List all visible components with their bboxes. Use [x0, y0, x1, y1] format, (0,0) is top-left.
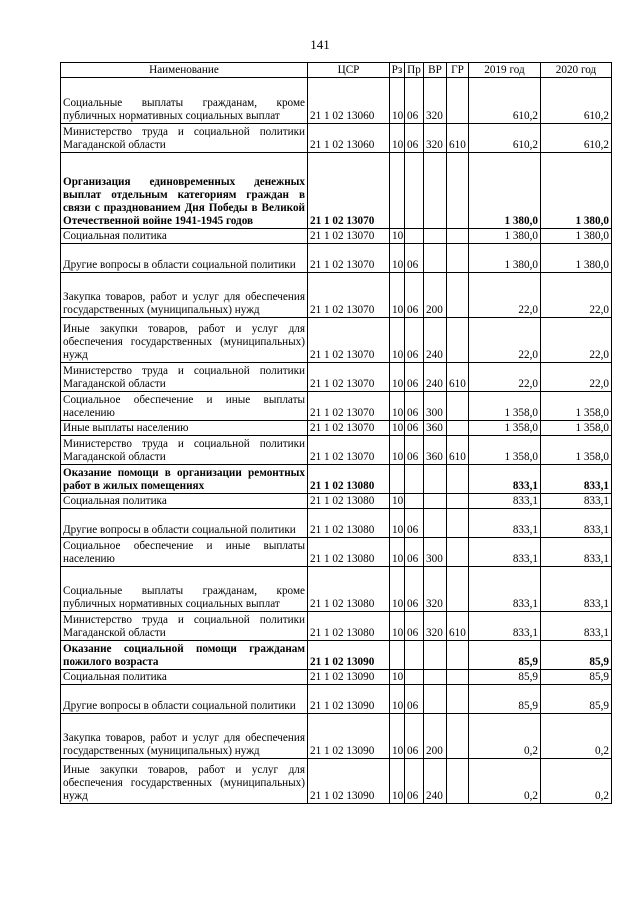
cell-gr [447, 273, 469, 318]
cell-csr: 21 1 02 13070 [308, 318, 390, 363]
cell-vr [424, 509, 447, 538]
cell-vr: 240 [424, 318, 447, 363]
cell-rz: 10 [390, 509, 405, 538]
cell-2020: 85,9 [541, 641, 612, 670]
cell-gr [447, 567, 469, 612]
page-number: 141 [310, 37, 330, 52]
cell-csr: 21 1 02 13080 [308, 538, 390, 567]
cell-2019: 22,0 [469, 363, 541, 392]
cell-rz [390, 153, 405, 229]
cell-pr: 06 [405, 78, 424, 124]
cell-vr: 360 [424, 421, 447, 436]
cell-2020: 22,0 [541, 273, 612, 318]
cell-rz: 10 [390, 759, 405, 804]
cell-csr: 21 1 02 13090 [308, 759, 390, 804]
cell-csr: 21 1 02 13070 [308, 244, 390, 273]
table-row [61, 641, 612, 670]
cell-gr [447, 538, 469, 567]
cell-vr [424, 494, 447, 509]
cell-csr: 21 1 02 13080 [308, 567, 390, 612]
table-row [61, 78, 612, 124]
table-row [61, 421, 612, 436]
table-row [61, 685, 612, 714]
cell-csr: 21 1 02 13080 [308, 509, 390, 538]
budget-table [60, 62, 612, 804]
cell-pr: 06 [405, 244, 424, 273]
header-name: Наименование [61, 63, 308, 78]
cell-pr: 06 [405, 436, 424, 465]
cell-vr [424, 641, 447, 670]
cell-rz: 10 [390, 567, 405, 612]
header-pr: Пр [405, 63, 424, 78]
cell-name: Организация единовременных денежных выплат отдельным категориям граждан в связи с празднованием Дня Победы в Великой Отечественной войне 1941-1945 годов [61, 153, 308, 229]
table-header-row [61, 63, 612, 78]
cell-csr: 21 1 02 13080 [308, 494, 390, 509]
cell-gr [447, 392, 469, 421]
cell-2019: 1 358,0 [469, 421, 541, 436]
cell-2019: 1 358,0 [469, 436, 541, 465]
cell-2020: 1 358,0 [541, 436, 612, 465]
cell-rz: 10 [390, 538, 405, 567]
table-row [61, 567, 612, 612]
cell-csr: 21 1 02 13070 [308, 153, 390, 229]
cell-name: Социальное обеспечение и иные выплаты населению [61, 392, 308, 421]
cell-gr: 610 [447, 363, 469, 392]
cell-2019: 0,2 [469, 714, 541, 759]
table-row [61, 494, 612, 509]
cell-gr [447, 685, 469, 714]
cell-vr [424, 465, 447, 494]
cell-2020: 833,1 [541, 538, 612, 567]
cell-name: Иные выплаты населению [61, 421, 308, 436]
cell-2019: 1 380,0 [469, 229, 541, 244]
table-row [61, 670, 612, 685]
cell-pr [405, 465, 424, 494]
cell-vr: 240 [424, 363, 447, 392]
cell-csr: 21 1 02 13090 [308, 641, 390, 670]
cell-gr [447, 670, 469, 685]
cell-vr: 320 [424, 567, 447, 612]
header-rz: Рз [390, 63, 405, 78]
cell-2020: 22,0 [541, 318, 612, 363]
cell-pr [405, 494, 424, 509]
cell-pr [405, 641, 424, 670]
header-gr: ГР [447, 63, 469, 78]
cell-2020: 0,2 [541, 759, 612, 804]
table-row [61, 244, 612, 273]
cell-2020: 833,1 [541, 612, 612, 641]
cell-pr: 06 [405, 509, 424, 538]
cell-pr: 06 [405, 421, 424, 436]
cell-2019: 833,1 [469, 509, 541, 538]
cell-2019: 22,0 [469, 273, 541, 318]
cell-2020: 22,0 [541, 363, 612, 392]
cell-vr: 200 [424, 714, 447, 759]
cell-gr [447, 153, 469, 229]
cell-rz [390, 465, 405, 494]
cell-2019: 0,2 [469, 759, 541, 804]
cell-name: Оказание помощи в организации ремонтных работ в жилых помещениях [61, 465, 308, 494]
cell-2020: 833,1 [541, 509, 612, 538]
cell-gr [447, 318, 469, 363]
cell-pr: 06 [405, 714, 424, 759]
cell-pr: 06 [405, 392, 424, 421]
cell-2019: 85,9 [469, 685, 541, 714]
cell-2019: 85,9 [469, 670, 541, 685]
cell-rz: 10 [390, 612, 405, 641]
cell-gr [447, 641, 469, 670]
cell-pr: 06 [405, 567, 424, 612]
cell-rz: 10 [390, 436, 405, 465]
cell-2020: 1 358,0 [541, 392, 612, 421]
cell-2019: 833,1 [469, 494, 541, 509]
header-csr: ЦСР [308, 63, 390, 78]
cell-pr: 06 [405, 273, 424, 318]
cell-2019: 610,2 [469, 78, 541, 124]
table-row [61, 436, 612, 465]
cell-2020: 1 380,0 [541, 229, 612, 244]
cell-vr: 300 [424, 538, 447, 567]
cell-name: Социальные выплаты гражданам, кроме публичных нормативных социальных выплат [61, 567, 308, 612]
cell-2020: 1 380,0 [541, 244, 612, 273]
table-row [61, 612, 612, 641]
cell-pr [405, 670, 424, 685]
cell-vr [424, 153, 447, 229]
cell-csr: 21 1 02 13090 [308, 670, 390, 685]
cell-vr: 200 [424, 273, 447, 318]
header-2020: 2020 год [541, 63, 612, 78]
cell-pr: 06 [405, 759, 424, 804]
cell-name: Министерство труда и социальной политики Магаданской области [61, 612, 308, 641]
cell-csr: 21 1 02 13070 [308, 273, 390, 318]
table-row [61, 229, 612, 244]
cell-2020: 85,9 [541, 685, 612, 714]
cell-name: Другие вопросы в области социальной политики [61, 244, 308, 273]
cell-2019: 833,1 [469, 465, 541, 494]
cell-rz: 10 [390, 273, 405, 318]
cell-2020: 610,2 [541, 78, 612, 124]
table-row [61, 465, 612, 494]
cell-name: Социальная политика [61, 670, 308, 685]
cell-gr: 610 [447, 612, 469, 641]
cell-2020: 833,1 [541, 567, 612, 612]
table-row [61, 273, 612, 318]
cell-2020: 1 358,0 [541, 421, 612, 436]
cell-vr: 240 [424, 759, 447, 804]
cell-pr: 06 [405, 612, 424, 641]
cell-2020: 85,9 [541, 670, 612, 685]
cell-2019: 22,0 [469, 318, 541, 363]
cell-rz: 10 [390, 229, 405, 244]
table-row [61, 392, 612, 421]
cell-pr: 06 [405, 124, 424, 153]
cell-vr: 320 [424, 124, 447, 153]
cell-2019: 1 380,0 [469, 244, 541, 273]
cell-2019: 85,9 [469, 641, 541, 670]
cell-vr [424, 244, 447, 273]
cell-2019: 833,1 [469, 538, 541, 567]
cell-rz: 10 [390, 494, 405, 509]
cell-name: Социальное обеспечение и иные выплаты населению [61, 538, 308, 567]
cell-name: Социальная политика [61, 229, 308, 244]
cell-name: Министерство труда и социальной политики Магаданской области [61, 363, 308, 392]
cell-gr: 610 [447, 124, 469, 153]
cell-csr: 21 1 02 13090 [308, 685, 390, 714]
cell-rz: 10 [390, 670, 405, 685]
cell-rz: 10 [390, 392, 405, 421]
cell-2019: 610,2 [469, 124, 541, 153]
cell-gr [447, 78, 469, 124]
cell-gr: 610 [447, 436, 469, 465]
cell-gr [447, 244, 469, 273]
cell-2020: 0,2 [541, 714, 612, 759]
cell-csr: 21 1 02 13060 [308, 124, 390, 153]
table-row [61, 363, 612, 392]
cell-vr: 320 [424, 612, 447, 641]
cell-csr: 21 1 02 13090 [308, 714, 390, 759]
cell-name: Оказание социальной помощи гражданам пожилого возраста [61, 641, 308, 670]
cell-rz: 10 [390, 124, 405, 153]
cell-2019: 1 380,0 [469, 153, 541, 229]
header-2019: 2019 год [469, 63, 541, 78]
cell-2020: 833,1 [541, 465, 612, 494]
cell-rz: 10 [390, 714, 405, 759]
cell-rz: 10 [390, 78, 405, 124]
cell-pr [405, 153, 424, 229]
cell-name: Министерство труда и социальной политики Магаданской области [61, 436, 308, 465]
cell-2019: 1 358,0 [469, 392, 541, 421]
cell-name: Социальные выплаты гражданам, кроме публичных нормативных социальных выплат [61, 78, 308, 124]
cell-pr: 06 [405, 538, 424, 567]
cell-csr: 21 1 02 13070 [308, 229, 390, 244]
cell-name: Иные закупки товаров, работ и услуг для обеспечения государственных (муниципальных) нужд [61, 318, 308, 363]
cell-name: Другие вопросы в области социальной политики [61, 685, 308, 714]
cell-pr: 06 [405, 685, 424, 714]
cell-vr [424, 670, 447, 685]
cell-gr [447, 714, 469, 759]
cell-csr: 21 1 02 13080 [308, 612, 390, 641]
cell-rz: 10 [390, 685, 405, 714]
cell-2019: 833,1 [469, 567, 541, 612]
cell-gr [447, 465, 469, 494]
cell-rz: 10 [390, 244, 405, 273]
table-row [61, 318, 612, 363]
cell-gr [447, 229, 469, 244]
cell-vr: 300 [424, 392, 447, 421]
cell-rz: 10 [390, 363, 405, 392]
cell-gr [447, 509, 469, 538]
cell-pr: 06 [405, 318, 424, 363]
cell-vr: 320 [424, 78, 447, 124]
cell-csr: 21 1 02 13060 [308, 78, 390, 124]
cell-name: Другие вопросы в области социальной политики [61, 509, 308, 538]
cell-vr [424, 229, 447, 244]
cell-csr: 21 1 02 13070 [308, 392, 390, 421]
cell-2020: 610,2 [541, 124, 612, 153]
table-row [61, 538, 612, 567]
cell-name: Иные закупки товаров, работ и услуг для обеспечения государственных (муниципальных) нужд [61, 759, 308, 804]
header-vr: ВР [424, 63, 447, 78]
cell-rz: 10 [390, 421, 405, 436]
cell-name: Закупка товаров, работ и услуг для обеспечения государственных (муниципальных) нужд [61, 273, 308, 318]
cell-gr [447, 759, 469, 804]
cell-csr: 21 1 02 13070 [308, 363, 390, 392]
cell-2020: 1 380,0 [541, 153, 612, 229]
table-row [61, 759, 612, 804]
cell-2020: 833,1 [541, 494, 612, 509]
table-row [61, 714, 612, 759]
table-row [61, 124, 612, 153]
cell-gr [447, 421, 469, 436]
cell-csr: 21 1 02 13070 [308, 421, 390, 436]
cell-pr [405, 229, 424, 244]
cell-name: Социальная политика [61, 494, 308, 509]
cell-2019: 833,1 [469, 612, 541, 641]
table-row [61, 509, 612, 538]
cell-vr: 360 [424, 436, 447, 465]
cell-csr: 21 1 02 13070 [308, 436, 390, 465]
table-row [61, 153, 612, 229]
cell-rz [390, 641, 405, 670]
cell-name: Закупка товаров, работ и услуг для обеспечения государственных (муниципальных) нужд [61, 714, 308, 759]
cell-csr: 21 1 02 13080 [308, 465, 390, 494]
cell-name: Министерство труда и социальной политики Магаданской области [61, 124, 308, 153]
cell-gr [447, 494, 469, 509]
cell-vr [424, 685, 447, 714]
table-body [61, 78, 612, 804]
cell-rz: 10 [390, 318, 405, 363]
cell-pr: 06 [405, 363, 424, 392]
